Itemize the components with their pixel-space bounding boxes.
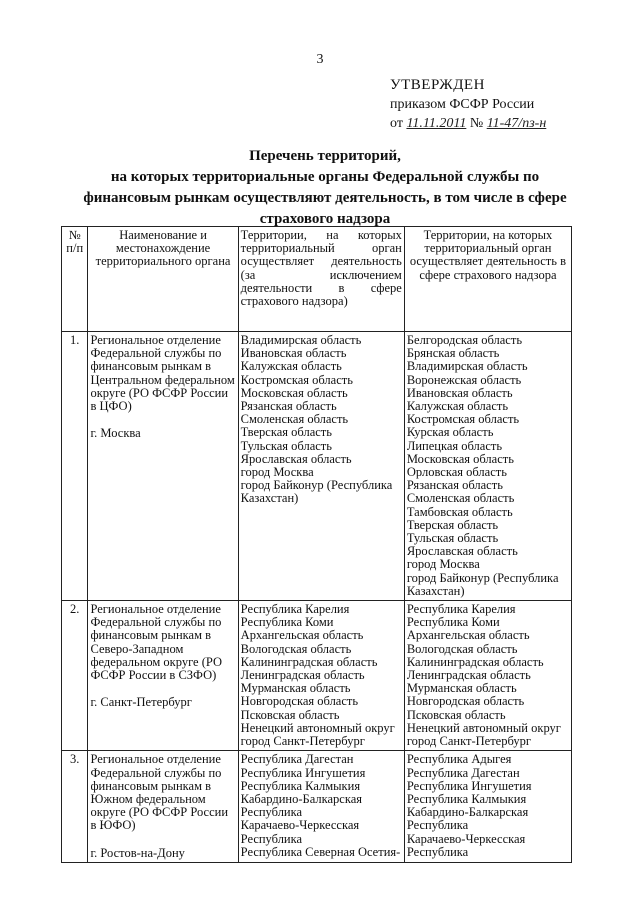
organ-name: Региональное отделение Федеральной службы по финансовым рынкам в Северо-Западном федеральном округе (РО ФСФР России в СЗФО): [90, 602, 223, 683]
organ-name: Региональное отделение Федеральной службы по финансовым рынкам в Центральном федеральном округе (РО ФСФР России в ЦФО): [90, 333, 235, 414]
territory-item: Московская область: [240, 385, 348, 400]
row-number: 3.: [62, 751, 88, 862]
approval-stamp: [390, 76, 546, 133]
page-number: 3: [316, 52, 324, 67]
territory-item: Карачаево-Черкесская Республика: [240, 818, 360, 846]
territory-item: Республика Ингушетия: [406, 778, 532, 793]
territory-item: Ярославская область: [406, 544, 518, 559]
document-title: [60, 146, 590, 230]
handwritten-number: 11-47/пз-н: [486, 116, 547, 131]
title-line-3: финансовым рынкам осуществляют деятельность, в том числе в сфере: [83, 190, 567, 206]
territory-item: Ленинградская область: [406, 668, 531, 683]
organ-cell: [88, 601, 238, 751]
title-line-2: на которых территориальные органы Федеральной службы по: [110, 169, 540, 185]
table-row: [62, 601, 572, 751]
territory-item: Карачаево-Черкесская Республика: [406, 831, 526, 859]
territory-item: Тамбовская область: [406, 504, 513, 519]
territory-item: Республика Коми: [240, 615, 334, 630]
territories-general-cell: [238, 332, 404, 601]
approval-order: приказом ФСФР России: [390, 97, 535, 112]
territory-item: Ненецкий автономный округ: [406, 720, 561, 735]
territory-item: город Москва: [406, 557, 480, 572]
territory-item: Тульская область: [240, 438, 332, 453]
territory-item: город Москва: [240, 465, 314, 480]
number-label: №: [469, 116, 484, 131]
territory-item: Ивановская область: [406, 385, 513, 400]
territories-table: [61, 226, 572, 863]
territory-item: город Байконур (Республика Казахстан): [406, 570, 559, 598]
territory-item: Воронежская область: [406, 372, 522, 387]
territory-item: Новгородская область: [240, 694, 359, 709]
organ-cell: [88, 332, 238, 601]
territory-item: Тульская область: [406, 531, 499, 546]
table-header-row: [62, 227, 572, 332]
territory-item: Республика Калмыкия: [406, 791, 527, 806]
territory-item: Московская область: [406, 451, 514, 466]
table-row: [62, 751, 572, 862]
territory-item: Брянская область: [406, 346, 500, 361]
territory-item: Кабардино-Балкарская Республика: [240, 791, 363, 820]
header-num: № п/п: [62, 227, 88, 332]
territories-insurance-cell: [404, 751, 571, 862]
title-line-4: страхового надзора: [259, 211, 391, 227]
territory-item: Ненецкий автономный округ: [240, 720, 395, 735]
territory-item: Республика Северная Осетия-: [240, 844, 401, 859]
territory-item: Курская область: [406, 425, 494, 440]
header-territories-insurance: Территории, на которых территориальный орган осуществляет деятельность в сфере страхового надзора: [404, 227, 571, 332]
territory-item: Орловская область: [406, 465, 507, 480]
territory-item: Мурманская область: [240, 681, 351, 696]
header-territories-general: Территории, на которых территориальный орган осуществляет деятельность (за исключением деятельности в сфере страхового надзора): [238, 227, 404, 332]
territory-item: Республика Адыгея: [406, 752, 512, 767]
territory-item: Белгородская область: [406, 333, 523, 347]
territory-item: Костромская область: [240, 372, 353, 387]
territory-item: Рязанская область: [406, 478, 503, 493]
title-line-1: Перечень территорий,: [249, 148, 401, 164]
territory-item: Липецкая область: [406, 438, 503, 453]
territory-item: Рязанская область: [240, 399, 337, 414]
territory-item: Мурманская область: [406, 681, 517, 696]
organ-city: г. Ростов-на-Дону: [90, 845, 185, 860]
territory-item: Псковская область: [240, 707, 340, 722]
territory-item: Республика Карелия: [240, 602, 350, 617]
approval-title: УТВЕРЖДЕН: [390, 77, 485, 93]
territory-item: Калининградская область: [240, 654, 378, 669]
territory-item: Ленинградская область: [240, 668, 365, 683]
territory-item: Калининградская область: [406, 654, 544, 669]
territory-item: Ивановская область: [240, 346, 347, 361]
territory-item: Республика Ингушетия: [240, 765, 366, 780]
territory-item: город Санкт-Петербург: [406, 734, 531, 749]
territory-item: Калужская область: [406, 399, 509, 414]
territory-item: Тверская область: [406, 517, 499, 532]
table-row: [62, 332, 572, 601]
territory-item: Кабардино-Балкарская Республика: [406, 805, 529, 833]
row-number: 2.: [62, 601, 88, 751]
row-number: 1.: [62, 332, 88, 601]
organ-city: г. Москва: [90, 426, 141, 441]
territory-item: Калужская область: [240, 359, 342, 374]
header-name: Наименование и местонахождение территориального органа: [88, 227, 238, 332]
territory-item: Новгородская область: [406, 694, 525, 709]
organ-name: Региональное отделение Федеральной службы по финансовым рынкам в Южном федеральном округе (РО ФСФР России в ЮФО): [90, 752, 229, 833]
territory-item: Республика Коми: [406, 615, 500, 630]
territory-item: Псковская область: [406, 707, 506, 722]
territory-item: Владимирская область: [406, 359, 528, 374]
territory-item: Вологодская область: [406, 641, 518, 656]
territory-item: Тверская область: [240, 425, 332, 440]
territory-item: Смоленская область: [406, 491, 515, 506]
territory-item: Владимирская область: [240, 333, 362, 347]
from-label: от: [390, 116, 403, 131]
approval-date-line: [390, 114, 546, 133]
territory-item: Республика Дагестан: [240, 752, 354, 767]
territory-item: город Санкт-Петербург: [240, 734, 365, 749]
organ-cell: [88, 751, 238, 862]
territory-item: Республика Карелия: [406, 602, 516, 617]
territory-item: город Байконур (Республика Казахстан): [240, 478, 393, 506]
territory-item: Костромская область: [406, 412, 520, 427]
territory-item: Республика Калмыкия: [240, 778, 361, 793]
territory-item: Архангельская область: [240, 628, 364, 643]
territory-item: Ярославская область: [240, 451, 352, 466]
territory-item: Вологодская область: [240, 641, 352, 656]
territory-item: Республика Дагестан: [406, 765, 520, 780]
territories-general-cell: [238, 751, 404, 862]
handwritten-date: 11.11.2011: [406, 116, 467, 131]
territory-item: Смоленская область: [240, 412, 349, 427]
organ-city: г. Санкт-Петербург: [90, 695, 192, 710]
territory-item: Архангельская область: [406, 628, 530, 643]
territories-general-cell: [238, 601, 404, 751]
territories-insurance-cell: [404, 332, 571, 601]
territories-insurance-cell: [404, 601, 571, 751]
